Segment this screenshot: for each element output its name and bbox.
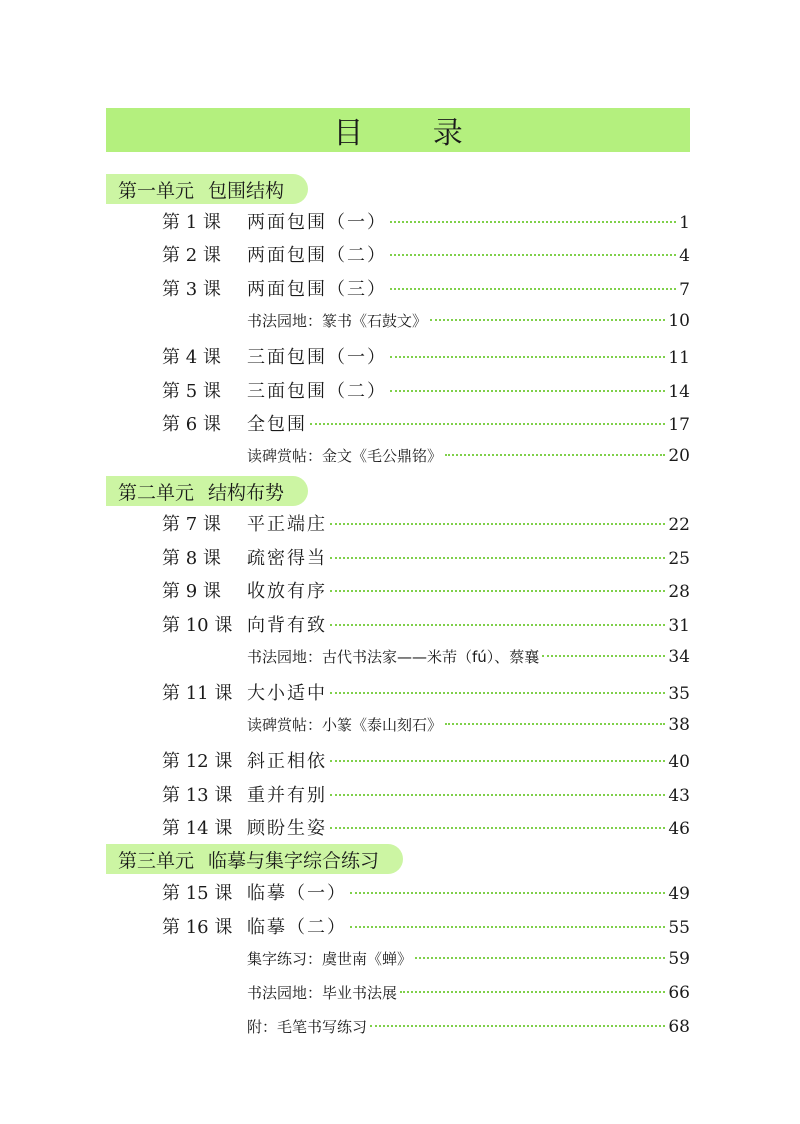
- leader-dots: [350, 892, 665, 894]
- toc-entry-sub-shiguwen[interactable]: [162, 310, 690, 336]
- leader-dots: [400, 991, 665, 993]
- lesson-number: 第 2 课: [162, 245, 221, 266]
- lesson-name: 临摹（二）: [247, 917, 347, 938]
- lesson-name: 书法园地：古代书法家——米芾（fú）、蔡襄: [247, 648, 540, 666]
- lesson-name: 全包围: [247, 414, 307, 435]
- leader-dots: [390, 254, 676, 256]
- lesson-name: 三面包围（二）: [247, 381, 387, 402]
- toc-entry-lesson-1[interactable]: [162, 208, 690, 234]
- page-number: 28: [668, 582, 690, 602]
- lesson-name: 临摹（一）: [247, 883, 347, 904]
- page-number: 20: [668, 446, 690, 466]
- page-number: 68: [668, 1017, 690, 1037]
- toc-entry-sub-taishan[interactable]: [162, 714, 690, 740]
- leader-dots: [430, 319, 665, 321]
- lesson-name: 收放有序: [247, 581, 327, 602]
- page-number: 35: [668, 684, 690, 704]
- lesson-number: 第 11 课: [162, 683, 233, 704]
- toc-entry-lesson-2[interactable]: [162, 241, 690, 267]
- toc-entry-lesson-8[interactable]: [162, 544, 690, 570]
- page-number: 22: [668, 515, 690, 535]
- leader-dots: [415, 957, 665, 959]
- unit-name: 临摹与集字综合练习: [208, 849, 380, 872]
- lesson-number: 第 8 课: [162, 548, 221, 569]
- toc-entry-lesson-5[interactable]: [162, 377, 690, 403]
- toc-entry-lesson-11[interactable]: [162, 679, 690, 705]
- lesson-name: 书法园地：篆书《石鼓文》: [247, 312, 428, 330]
- leader-dots: [330, 624, 665, 626]
- lesson-number: 第 13 课: [162, 785, 233, 806]
- lesson-name: 斜正相依: [247, 751, 327, 772]
- lesson-name: 附：毛笔书写练习: [247, 1018, 368, 1036]
- toc-entry-lesson-6[interactable]: [162, 410, 690, 436]
- lesson-number: 第 6 课: [162, 414, 221, 435]
- toc-entry-sub-maogongding[interactable]: [162, 445, 690, 471]
- unit-3-heading: [106, 844, 403, 874]
- leader-dots: [310, 423, 665, 425]
- page-number: 17: [668, 415, 690, 435]
- toc-entry-lesson-10[interactable]: [162, 611, 690, 637]
- toc-entry-lesson-7[interactable]: [162, 510, 690, 536]
- toc-entry-sub-appendix[interactable]: [162, 1016, 690, 1042]
- toc-entry-lesson-12[interactable]: [162, 747, 690, 773]
- page-number: 4: [679, 246, 690, 266]
- toc-entry-lesson-3[interactable]: [162, 275, 690, 301]
- page-number: 34: [668, 647, 690, 667]
- lesson-name: 集字练习：虞世南《蝉》: [247, 950, 413, 968]
- toc-entry-sub-mifu-caixiang[interactable]: [162, 646, 690, 672]
- page-number: 11: [668, 348, 690, 368]
- lesson-name: 读碑赏帖：小篆《泰山刻石》: [247, 716, 443, 734]
- leader-dots: [445, 723, 665, 725]
- page-number: 10: [668, 311, 690, 331]
- leader-dots: [390, 221, 676, 223]
- page-number: 25: [668, 549, 690, 569]
- page-number: 49: [668, 884, 690, 904]
- toc-entry-lesson-4[interactable]: [162, 343, 690, 369]
- leader-dots: [330, 760, 665, 762]
- unit-name: 结构布势: [208, 481, 285, 504]
- page-number: 46: [668, 819, 690, 839]
- leader-dots: [445, 454, 665, 456]
- page-number: 40: [668, 752, 690, 772]
- lesson-number: 第 5 课: [162, 381, 221, 402]
- page-number: 38: [668, 715, 690, 735]
- lesson-name: 向背有致: [247, 615, 327, 636]
- page-number: 1: [679, 213, 690, 233]
- page-number: 66: [668, 983, 690, 1003]
- leader-dots: [330, 692, 665, 694]
- page-title: 目 录: [333, 116, 493, 151]
- toc-entry-lesson-15[interactable]: [162, 879, 690, 905]
- toc-entry-lesson-14[interactable]: [162, 814, 690, 840]
- leader-dots: [350, 926, 665, 928]
- lesson-number: 第 3 课: [162, 279, 221, 300]
- page-number: 14: [668, 382, 690, 402]
- toc-entry-sub-chan[interactable]: [162, 948, 690, 974]
- lesson-number: 第 14 课: [162, 818, 233, 839]
- lesson-name: 两面包围（三）: [247, 279, 387, 300]
- lesson-name: 平正端庄: [247, 514, 327, 535]
- leader-dots: [330, 827, 665, 829]
- leader-dots: [330, 557, 665, 559]
- unit-number: 第一单元: [118, 179, 195, 202]
- leader-dots: [542, 655, 665, 657]
- toc-entry-lesson-9[interactable]: [162, 577, 690, 603]
- leader-dots: [330, 523, 665, 525]
- lesson-number: 第 4 课: [162, 347, 221, 368]
- page-number: 7: [679, 280, 690, 300]
- page-number: 59: [668, 949, 690, 969]
- lesson-number: 第 9 课: [162, 581, 221, 602]
- toc-entry-lesson-16[interactable]: [162, 913, 690, 939]
- leader-dots: [330, 590, 665, 592]
- leader-dots: [390, 390, 665, 392]
- toc-entry-lesson-13[interactable]: [162, 781, 690, 807]
- unit-number: 第三单元: [118, 849, 195, 872]
- leader-dots: [390, 288, 676, 290]
- lesson-name: 书法园地：毕业书法展: [247, 984, 398, 1002]
- lesson-number: 第 7 课: [162, 514, 221, 535]
- lesson-name: 三面包围（一）: [247, 347, 387, 368]
- leader-dots: [390, 356, 665, 358]
- lesson-number: 第 10 课: [162, 615, 233, 636]
- unit-2-heading: [106, 476, 308, 506]
- page-number: 43: [668, 786, 690, 806]
- lesson-name: 读碑赏帖：金文《毛公鼎铭》: [247, 447, 443, 465]
- lesson-number: 第 15 课: [162, 883, 233, 904]
- unit-name: 包围结构: [208, 179, 285, 202]
- toc-title-bar: [106, 108, 690, 152]
- lesson-name: 两面包围（二）: [247, 245, 387, 266]
- leader-dots: [330, 794, 665, 796]
- page-number: 55: [668, 918, 690, 938]
- lesson-name: 大小适中: [247, 683, 327, 704]
- unit-number: 第二单元: [118, 481, 195, 504]
- lesson-number: 第 16 课: [162, 917, 233, 938]
- toc-entry-sub-graduation-show[interactable]: [162, 982, 690, 1008]
- page-number: 31: [668, 616, 690, 636]
- leader-dots: [370, 1025, 665, 1027]
- lesson-number: 第 1 课: [162, 212, 221, 233]
- lesson-name: 顾盼生姿: [247, 818, 327, 839]
- lesson-number: 第 12 课: [162, 751, 233, 772]
- lesson-name: 两面包围（一）: [247, 212, 387, 233]
- unit-1-heading: [106, 174, 308, 204]
- lesson-name: 重并有别: [247, 785, 327, 806]
- lesson-name: 疏密得当: [247, 548, 327, 569]
